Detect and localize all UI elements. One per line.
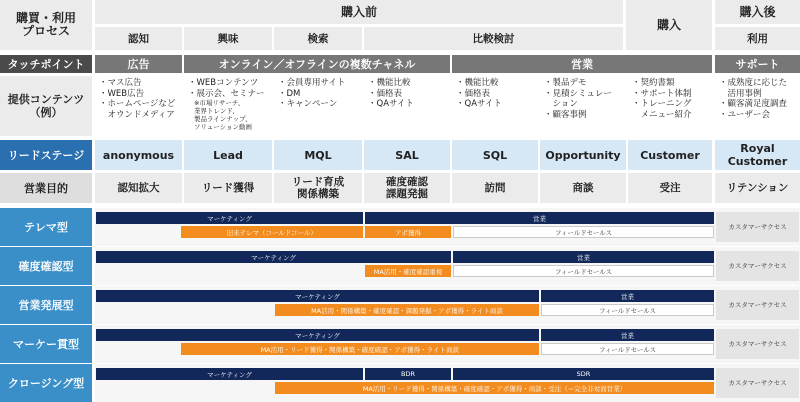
content-column-2 (274, 76, 362, 136)
content-item: ・見積シミュレー (544, 88, 612, 99)
lead-stage-anonymous: anonymous (95, 140, 182, 170)
stage-interest (184, 27, 272, 50)
type-bar-navy: 営業 (541, 329, 714, 341)
sales-purpose-cell: 受注 (628, 173, 712, 203)
type-label: クロージング型 (0, 364, 92, 402)
content-item: ・展示会、セミナー (188, 88, 265, 99)
lead-stage-lead: Lead (184, 140, 272, 170)
stage-interest-label: 興味 (217, 33, 239, 45)
content-column-1 (184, 76, 272, 136)
content-item: メニュー紹介 (632, 109, 692, 120)
content-item: ・キャンペーン (278, 99, 338, 109)
content-item: ・ホームページなど (99, 99, 176, 109)
type-bar-navy: マーケティング (96, 212, 363, 224)
type-bar-gray: カスタマーサクセス (716, 212, 799, 242)
stage-usage-label: 利用 (747, 33, 768, 45)
touchpoint-support: サポート (715, 55, 800, 73)
touchpoint-sales: 営業 (452, 55, 712, 73)
sales-purpose-cell: 確度確認 課題発掘 (364, 173, 450, 203)
type-bar-white: フィールドセールス (453, 265, 714, 277)
sales-purpose-cell: 商談 (540, 173, 626, 203)
content-item: ・製品デモ (544, 78, 587, 88)
content-item: ・QAサイト (456, 99, 502, 109)
type-bar-navy: マーケティング (96, 329, 539, 341)
lead-stage-label: リードステージ (0, 140, 92, 170)
content-item: ・ユーザー会 (719, 109, 771, 120)
type-bar-navy: マーケティング (96, 368, 363, 380)
type-bar-navy: 営業 (365, 212, 714, 224)
content-item: ・機能比較 (456, 78, 499, 88)
content-item: ・契約書類 (632, 78, 675, 88)
content-note: ※市場リサーチ、 (194, 99, 245, 107)
content-column-5 (540, 76, 626, 136)
content-item: ・DM (278, 88, 301, 99)
type-bar-gray: カスタマーサクセス (716, 329, 799, 359)
content-item: ・QAサイト (368, 99, 414, 109)
content-note: ソリューション動画 (194, 123, 253, 131)
stage-awareness-label: 認知 (128, 33, 149, 45)
phase-pre-purchase: 購入前 (95, 0, 623, 24)
content-item: ・顧客満足度調査 (719, 99, 788, 109)
type-bar-orange: 旧来テレマ（コールドコール） (181, 226, 363, 238)
content-item: オウンドメディア (99, 109, 175, 120)
stage-usage (715, 27, 800, 50)
sales-purpose-cell: リード獲得 (184, 173, 272, 203)
touchpoint-ads: 広告 (95, 55, 182, 73)
phase-purchase: 購入 (626, 0, 712, 50)
type-bar-navy: マーケティング (96, 251, 451, 263)
touchpoint-label: タッチポイント (0, 55, 92, 73)
type-bar-navy: SDR (453, 368, 714, 380)
type-bar-navy: BDR (365, 368, 451, 380)
type-bar-gray: カスタマーサクセス (716, 368, 799, 398)
sales-purpose-cell: リード育成 関係構築 (274, 173, 362, 203)
lead-stage-sal: SAL (364, 140, 450, 170)
type-bar-navy: 営業 (453, 251, 714, 263)
type-label: テレマ型 (0, 208, 92, 246)
content-item: ・サポート体制 (632, 88, 692, 99)
lead-stage-mql: MQL (274, 140, 362, 170)
type-bar-white: フィールドセールス (541, 304, 714, 316)
content-item: ・トレーニング (632, 99, 692, 109)
content-item: ション (544, 99, 578, 109)
lead-stage-sql: SQL (452, 140, 538, 170)
type-bar-gray: カスタマーサクセス (716, 290, 799, 320)
content-item: ・成熟度に応じた (719, 78, 788, 88)
sales-purpose-cell: 訪問 (452, 173, 538, 203)
content-item: 活用事例 (719, 88, 762, 99)
content-column-0 (95, 76, 182, 136)
process-label: 購買・利用 プロセス (0, 0, 92, 50)
stage-awareness (95, 27, 182, 50)
content-item: ・WEBコンテンツ (188, 78, 259, 88)
sales-purpose-label: 営業目的 (0, 173, 92, 203)
content-item: ・会員専用サイト (278, 78, 346, 88)
stage-search (274, 27, 362, 50)
type-bar-white: フィールドセールス (453, 226, 714, 238)
content-note: 製品ラインナップ、 (194, 115, 252, 123)
lead-stage-customer: Customer (628, 140, 712, 170)
type-bar-gray: カスタマーサクセス (716, 251, 799, 281)
content-item: ・顧客事例 (544, 109, 587, 120)
content-item: ・機能比較 (368, 78, 411, 88)
type-bar-orange: アポ獲得 (365, 226, 451, 238)
content-label: 提供コンテンツ （例） (0, 76, 92, 136)
type-bar-white: フィールドセールス (541, 343, 714, 355)
type-label: 営業発展型 (0, 286, 92, 324)
stage-search-label: 検索 (307, 33, 329, 45)
type-bar-orange: MA活用・リード獲得・関係構築・確度確認・アポ獲得・商談・受注（＝完全非対面営業） (275, 382, 714, 394)
type-bar-orange: MA活用・確度確認重視 (365, 265, 451, 277)
lead-stage-opportunity: Opportunity (540, 140, 626, 170)
type-bar-navy: 営業 (541, 290, 714, 302)
phase-post-purchase: 購入後 (715, 0, 800, 24)
content-column-7 (715, 76, 800, 136)
type-bar-orange: MA活用・リード獲得・関係構築・確度確認・アポ獲得・ライト商談 (181, 343, 539, 355)
content-column-4 (452, 76, 538, 136)
content-item: ・WEB広告 (99, 88, 145, 99)
type-bar-orange: MA活用・関係構築・確度確認・課題発掘・アポ獲得・ライト商談 (275, 304, 539, 316)
content-column-6 (628, 76, 712, 136)
type-bar-navy: マーケティング (96, 290, 539, 302)
touchpoint-multichannel: オンライン／オフラインの複数チャネル (184, 55, 450, 73)
content-note: 業界トレンド、 (194, 107, 239, 115)
content-item: ・マス広告 (99, 78, 142, 88)
type-label: 確度確認型 (0, 247, 92, 285)
lead-stage-royal-customer: Royal Customer (715, 140, 800, 170)
sales-purpose-cell: 認知拡大 (95, 173, 182, 203)
stage-comparison (364, 27, 623, 50)
sales-purpose-cell: リテンション (715, 173, 800, 203)
content-column-3 (364, 76, 450, 136)
stage-comparison-label: 比較検討 (472, 33, 515, 45)
content-item: ・価格表 (456, 88, 491, 99)
type-label: マーケー貫型 (0, 325, 92, 363)
content-item: ・価格表 (368, 88, 403, 99)
